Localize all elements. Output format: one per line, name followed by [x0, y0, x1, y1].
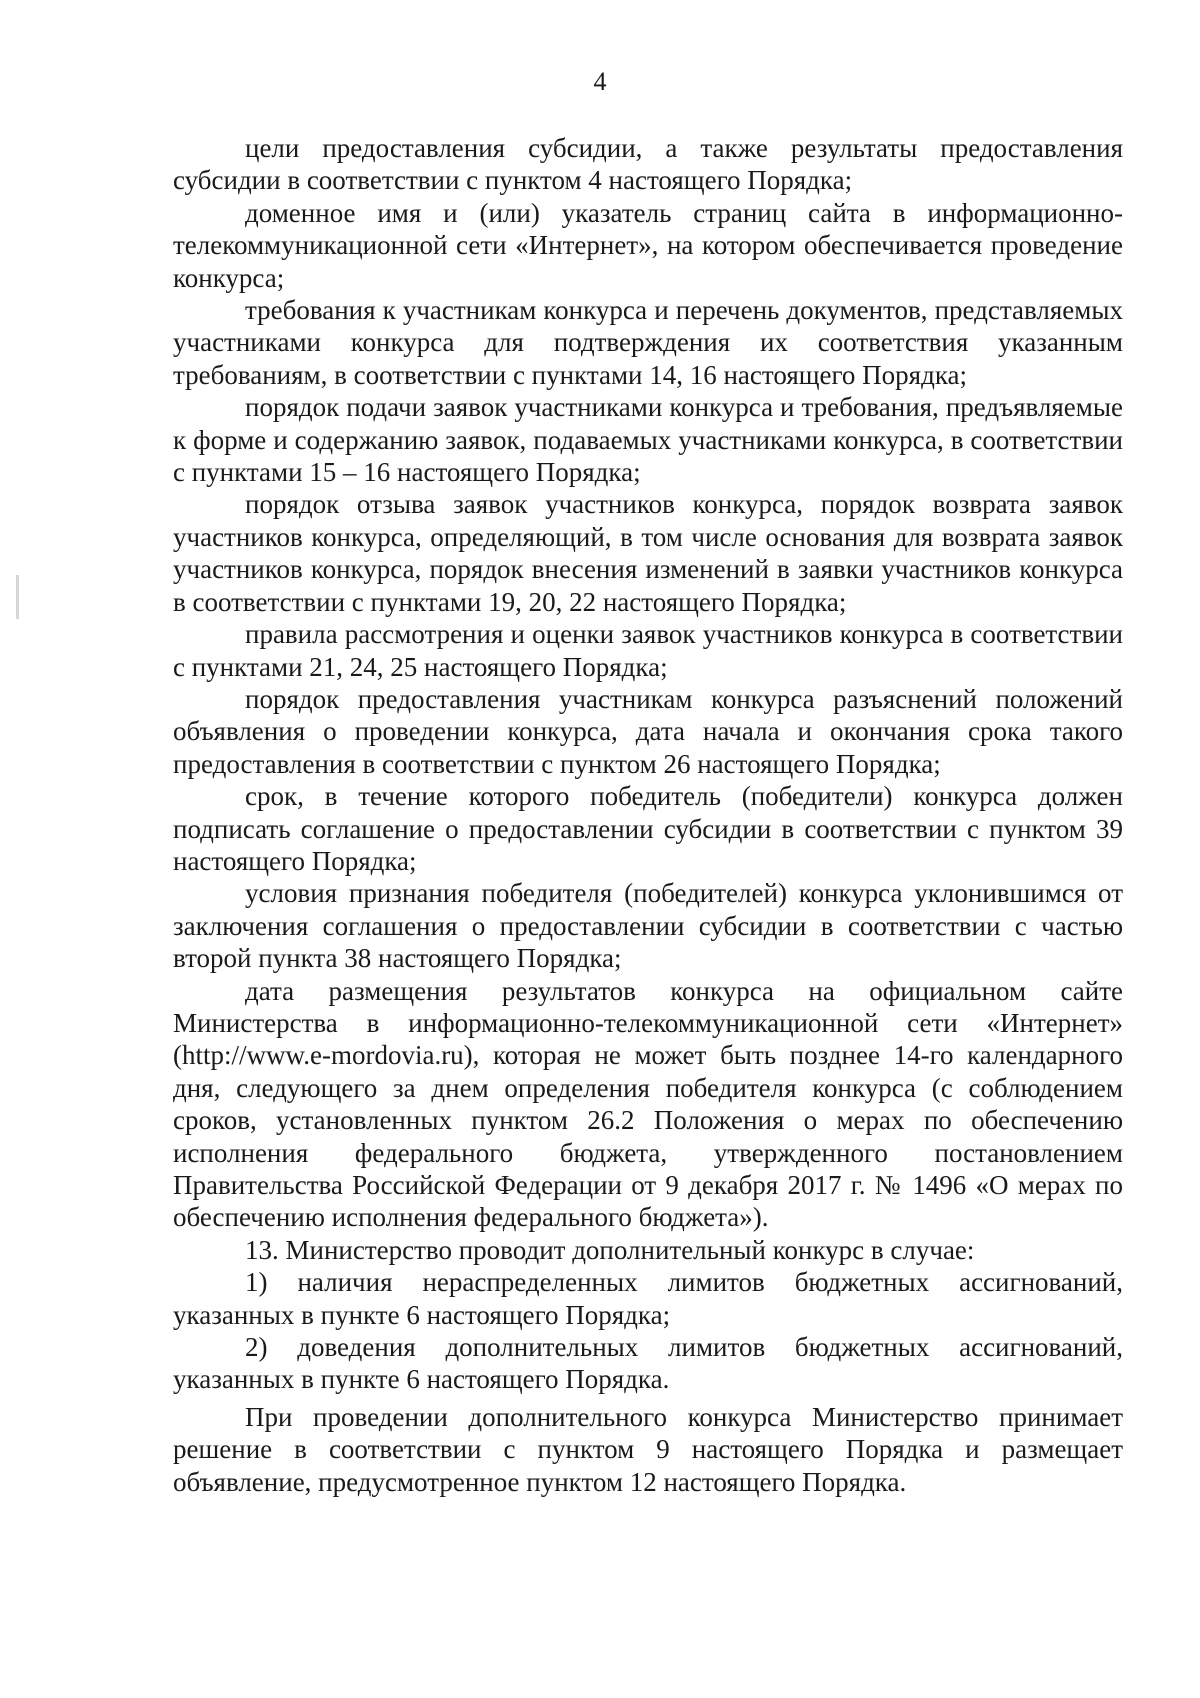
- paragraph-participant-requirements: требования к участникам конкурса и перечень документов, представляемых участниками конкурса для подтверждения их соответствия указанным требованиям, в соответствии с пунктами 14, 16 настоящего Порядка;: [173, 295, 1123, 390]
- paragraph-item-13-1: 1) наличия нераспределенных лимитов бюджетных ассигнований, указанных в пункте 6 настоящего Порядка;: [173, 1267, 1123, 1330]
- paragraph-application-submission: порядок подачи заявок участниками конкурса и требования, предъявляемые к форме и содержанию заявок, подаваемых участниками конкурса, в соответствии с пунктами 15 – 16 настоящего Порядка;: [173, 392, 1123, 488]
- paragraph-additional-contest: При проведении дополнительного конкурса Министерство принимает решение в соответствии с пунктом 9 настоящего Порядка и размещает объявление, предусмотренное пунктом 12 настоящего Порядка.: [173, 1401, 1123, 1497]
- paragraph-signing-deadline: срок, в течение которого победитель (победители) конкурса должен подписать соглашение о предоставлении субсидии в соответствии с пунктом 39 настоящего Порядка;: [173, 781, 1123, 876]
- paragraph-evaluation-rules: правила рассмотрения и оценки заявок участников конкурса в соответствии с пунктами 21, 24, 25 настоящего Порядка;: [173, 619, 1123, 682]
- scan-artifact: [16, 575, 19, 619]
- paragraph-domain-name: доменное имя и (или) указатель страниц сайта в информационно-телекоммуникационной сети «Интернет», на котором обеспечивается проведение конкурса;: [173, 197, 1123, 293]
- paragraph-item-13-2: 2) доведения дополнительных лимитов бюджетных ассигнований, указанных в пункте 6 настоящего Порядка.: [173, 1332, 1123, 1395]
- paragraph-subsidy-goals: цели предоставления субсидии, а также результаты предоставления субсидии в соответствии с пунктом 4 настоящего Порядка;: [173, 133, 1123, 196]
- document-body: [173, 132, 1123, 1498]
- paragraph-clarifications: порядок предоставления участникам конкурса разъяснений положений объявления о проведении конкурса, дата начала и окончания срока такого предоставления в соответствии с пунктом 26 настоящего Порядка;: [173, 683, 1123, 779]
- paragraph-results-publication: дата размещения результатов конкурса на официальном сайте Министерства в информационно-телекоммуникационной сети «Интернет» (http://www.e-mordovia.ru), которая не может быть позднее 14-го календарного дня, следующего за днем определения победителя конкурса (с соблюдением сроков, установленных пунктом 26.2 Положения о мерах по обеспечению исполнения федерального бюджета, утвержденного постановлением Правительства Российской Федерации от 9 декабря 2017 г. № 1496 «О мерах по обеспечению исполнения федерального бюджета»).: [173, 975, 1123, 1233]
- paragraph-evasion-conditions: условия признания победителя (победителей) конкурса уклонившимся от заключения соглашения о предоставлении субсидии в соответствии с частью второй пункта 38 настоящего Порядка;: [173, 878, 1123, 974]
- paragraph-application-withdrawal: порядок отзыва заявок участников конкурса, порядок возврата заявок участников конкурса, определяющий, в том числе основания для возврата заявок участников конкурса, порядок внесения изменений в заявки участников конкурса в соответствии с пунктами 19, 20, 22 настоящего Порядка;: [173, 489, 1123, 617]
- page-number: 4: [593, 67, 607, 96]
- paragraph-item-13: 13. Министерство проводит дополнительный конкурс в случае:: [245, 1234, 975, 1265]
